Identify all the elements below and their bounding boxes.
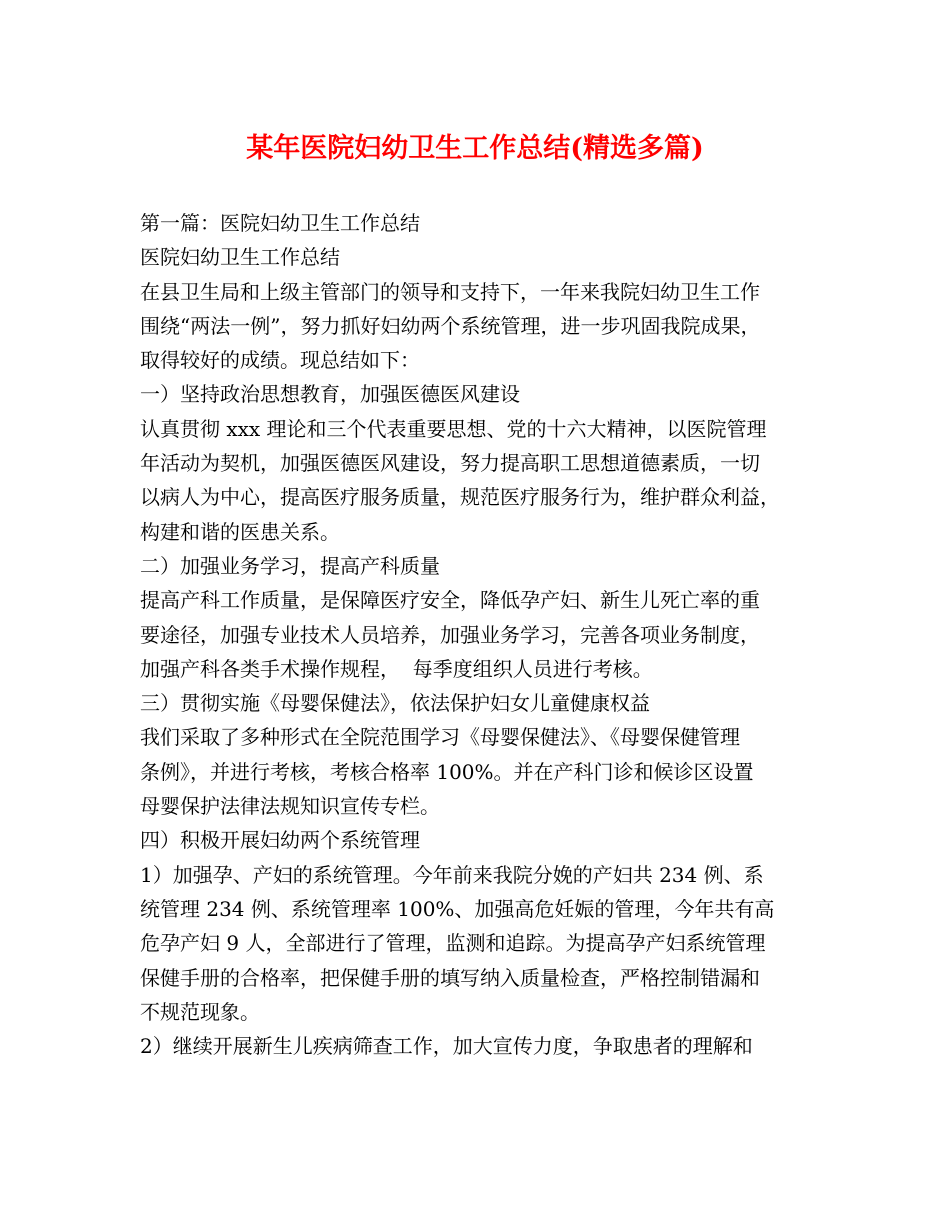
document-body — [140, 206, 820, 1063]
paragraph-line: 构建和谐的医患关系。 — [140, 519, 340, 544]
subtitle: 医院妇幼卫生工作总结 — [140, 245, 340, 270]
paragraph-line: 条例》，并进行考核，考核合格率 100%。并在产科门诊和候诊区设置 — [140, 759, 754, 784]
paragraph-line: 取得较好的成绩。现总结如下： — [140, 348, 420, 373]
section-heading-3: 三）贯彻实施《母婴保健法》，依法保护妇女儿童健康权益 — [140, 691, 650, 716]
paragraph-line: 统管理 234 例、系统管理率 100%、加强高危妊娠的管理，今年共有高 — [140, 896, 775, 921]
paragraph-line: 围绕“两法一例”，努力抓好妇幼两个系统管理，进一步巩固我院成果， — [140, 313, 761, 338]
paragraph-line: 提高产科工作质量，是保障医疗安全，降低孕产妇、新生儿死亡率的重 — [140, 588, 760, 613]
paragraph-line: 在县卫生局和上级主管部门的领导和支持下，一年来我院妇幼卫生工作 — [140, 279, 760, 304]
paragraph-line: 认真贯彻 xxx 理论和三个代表重要思想、党的十六大精神，以医院管理 — [140, 416, 767, 441]
paragraph-line: 以病人为中心，提高医疗服务质量，规范医疗服务行为，维护群众利益， — [140, 485, 780, 510]
section-heading-2: 二）加强业务学习，提高产科质量 — [140, 553, 440, 578]
section-heading-4: 四）积极开展妇幼两个系统管理 — [140, 828, 420, 853]
paragraph-line: 加强产科各类手术操作规程， 每季度组织人员进行考核。 — [140, 656, 653, 681]
section-heading-part-one: 第一篇：医院妇幼卫生工作总结 — [140, 211, 420, 235]
paragraph-line: 我们采取了多种形式在全院范围学习《母婴保健法》、《母婴保健管理 — [140, 725, 740, 750]
section-heading-1: 一）坚持政治思想教育，加强医德医风建设 — [140, 382, 520, 407]
paragraph-line: 年活动为契机，加强医德医风建设，努力提高职工思想道德素质，一切 — [140, 451, 760, 476]
document-title: 某年医院妇幼卫生工作总结(精选多篇) — [246, 133, 704, 164]
paragraph-line: 危孕产妇 9 人，全部进行了管理，监测和追踪。为提高孕产妇系统管理 — [140, 931, 766, 956]
paragraph-line: 要途径，加强专业技术人员培养，加强业务学习，完善各项业务制度， — [140, 622, 760, 647]
paragraph-line: 不规范现象。 — [140, 999, 260, 1024]
paragraph-line: 保健手册的合格率，把保健手册的填写纳入质量检查，严格控制错漏和 — [140, 965, 760, 990]
paragraph-line: 1）加强孕、产妇的系统管理。今年前来我院分娩的产妇共 234 例、系 — [140, 862, 764, 887]
paragraph-line: 2）继续开展新生儿疾病筛查工作，加大宣传力度，争取患者的理解和 — [140, 1034, 753, 1059]
paragraph-line: 母婴保护法律法规知识宣传专栏。 — [140, 794, 440, 819]
